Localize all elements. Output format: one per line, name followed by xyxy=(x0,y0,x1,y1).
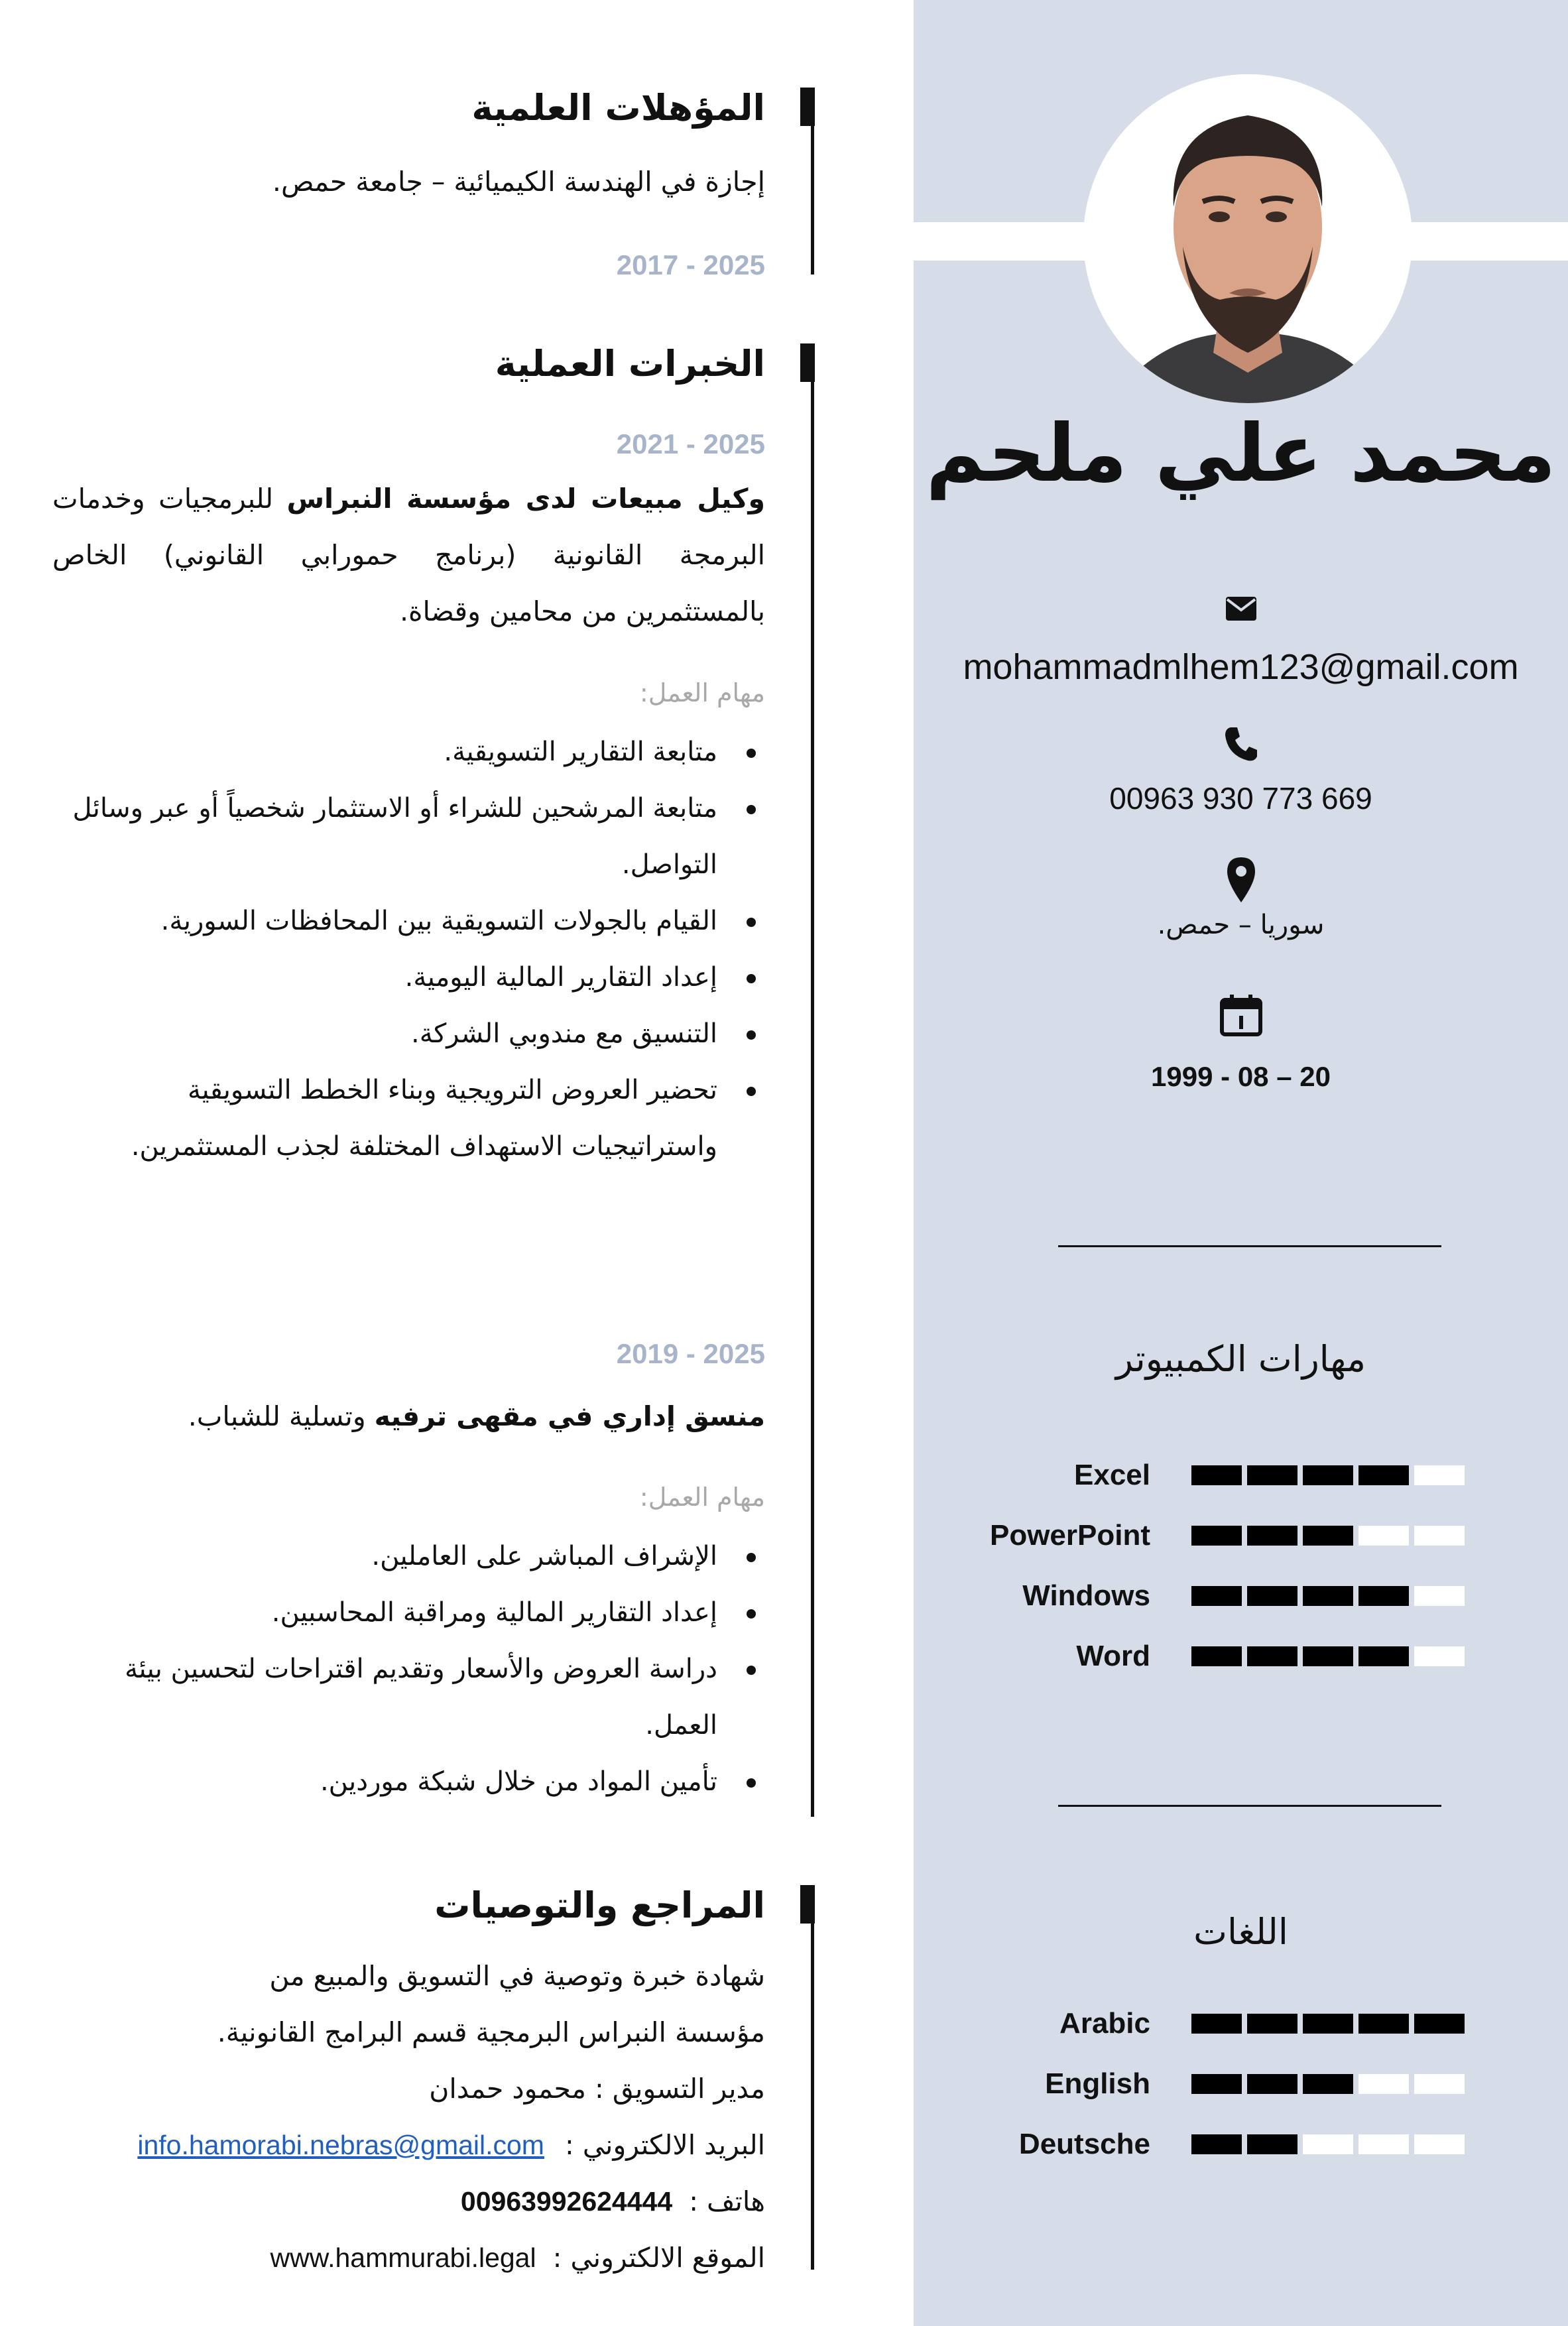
level-segment-filled xyxy=(1191,1586,1242,1606)
list-item: إعداد التقارير المالية اليومية. xyxy=(16,949,765,1006)
language-label: Deutsche xyxy=(1018,2128,1150,2160)
reference-phone: 00963992624444 xyxy=(460,2186,673,2217)
job-description xyxy=(52,471,765,640)
tasks-label: مهام العمل: xyxy=(639,1483,765,1512)
skill-label: Word xyxy=(1076,1640,1150,1672)
profile-photo-image xyxy=(1083,74,1412,403)
reference-phone-row xyxy=(461,2173,765,2230)
birthdate-text: 20 – 08 - 1999 xyxy=(1151,1061,1331,1092)
level-segment-filled xyxy=(1358,2014,1409,2034)
education-degree: إجازة في الهندسة الكيميائية – جامعة حمص. xyxy=(272,166,765,198)
level-segment-empty xyxy=(1414,1586,1465,1606)
reference-text: شهادة خبرة وتوصية في التسويق والمبيع من xyxy=(269,1960,765,1992)
level-segment-filled xyxy=(1303,1526,1353,1546)
list-item: التنسيق مع مندوبي الشركة. xyxy=(16,1006,765,1062)
reference-site-row xyxy=(271,2230,765,2286)
section-marker xyxy=(800,1885,815,1924)
level-segment-filled xyxy=(1247,2074,1297,2094)
location-pin-icon xyxy=(914,856,1568,906)
calendar-icon xyxy=(914,993,1568,1040)
job-role: وكيل مبيعات لدى مؤسسة النبراس xyxy=(286,483,765,515)
skill-label: Excel xyxy=(1074,1459,1150,1491)
languages-title: اللغات xyxy=(1193,1911,1288,1953)
skill-row xyxy=(914,1455,1568,1495)
level-segment-filled xyxy=(1358,1586,1409,1606)
skill-row xyxy=(914,1516,1568,1556)
list-item: دراسة العروض والأسعار وتقديم اقتراحات لتحسين بيئة العمل. xyxy=(16,1641,765,1754)
level-segment-filled xyxy=(1358,1465,1409,1485)
language-label: Arabic xyxy=(1059,2007,1150,2040)
list-item: تأمين المواد من خلال شبكة موردين. xyxy=(16,1754,765,1810)
list-item: متابعة التقارير التسويقية. xyxy=(16,724,765,780)
reference-site-label: الموقع الالكتروني : xyxy=(552,2242,765,2274)
person-name: محمد علي ملحم xyxy=(926,408,1556,500)
level-segment-filled xyxy=(1303,2074,1353,2094)
reference-site[interactable]: www.hammurabi.legal xyxy=(270,2242,536,2273)
computer-skills-title: مهارات الكمبيوتر xyxy=(1115,1338,1366,1380)
sidebar-divider-2 xyxy=(1058,1805,1441,1807)
level-segment-filled xyxy=(1303,1465,1353,1485)
section-line xyxy=(811,343,814,1817)
level-segment-empty xyxy=(1303,2134,1353,2154)
list-item: إعداد التقارير المالية ومراقبة المحاسبين. xyxy=(16,1585,765,1641)
level-segment-filled xyxy=(1247,2134,1297,2154)
job-role-detail: للبرمجيات وخدمات البرمجة القانونية (برنامج حمورابي القانوني) الخاص بالمستثمرين من محامين وقضاة. xyxy=(52,483,765,627)
skill-row xyxy=(914,1576,1568,1616)
job-role: منسق إداري في مقهى ترفيه xyxy=(374,1400,765,1432)
level-segment-filled xyxy=(1191,2074,1242,2094)
level-segment-filled xyxy=(1247,2014,1297,2034)
experience-title: الخبرات العملية xyxy=(495,343,765,385)
section-marker xyxy=(800,343,815,382)
reference-phone-label: هاتف : xyxy=(689,2185,765,2217)
level-segment-empty xyxy=(1414,1526,1465,1546)
level-segment-empty xyxy=(1414,2074,1465,2094)
location-text: سوريا – حمص. xyxy=(1157,910,1325,940)
level-segment-filled xyxy=(1303,1586,1353,1606)
level-segment-filled xyxy=(1191,1526,1242,1546)
reference-manager: مدير التسويق : محمود حمدان xyxy=(429,2073,765,2105)
level-segment-empty xyxy=(1358,2074,1409,2094)
email-text[interactable]: mohammadmlhem123@gmail.com xyxy=(963,647,1519,687)
job-dates: 2019 - 2025 xyxy=(616,1338,765,1369)
level-segment-empty xyxy=(1414,1465,1465,1485)
level-segment-empty xyxy=(1358,1526,1409,1546)
language-row xyxy=(914,2064,1568,2104)
list-item: الإشراف المباشر على العاملين. xyxy=(16,1528,765,1585)
job-dates: 2021 - 2025 xyxy=(616,428,765,459)
skill-label: PowerPoint xyxy=(989,1519,1150,1552)
level-segment-filled xyxy=(1191,2014,1242,2034)
level-segment-empty xyxy=(1414,2134,1465,2154)
reference-email-label: البريد الالكتروني : xyxy=(565,2129,765,2161)
language-row xyxy=(914,2004,1568,2044)
sidebar-divider-1 xyxy=(1058,1245,1441,1247)
level-segment-empty xyxy=(1414,1646,1465,1666)
references-title: المراجع والتوصيات xyxy=(434,1884,765,1926)
level-segment-filled xyxy=(1358,1646,1409,1666)
phone-text: 00963 930 773 669 xyxy=(1109,781,1372,816)
reference-email-row xyxy=(137,2117,765,2173)
phone-icon xyxy=(914,726,1568,766)
level-segment-filled xyxy=(1303,2014,1353,2034)
language-row xyxy=(914,2124,1568,2164)
tasks-label: مهام العمل: xyxy=(639,678,765,707)
level-segment-filled xyxy=(1303,1646,1353,1666)
level-segment-filled xyxy=(1247,1526,1297,1546)
job-role-detail: وتسلية للشباب. xyxy=(188,1400,375,1432)
profile-photo xyxy=(1083,74,1412,403)
reference-email-link[interactable]: info.hamorabi.nebras@gmail.com xyxy=(137,2130,544,2160)
job-description xyxy=(52,1388,765,1445)
reference-text: مؤسسة النبراس البرمجية قسم البرامج القانونية. xyxy=(217,2016,765,2048)
section-marker xyxy=(800,88,815,126)
level-segment-filled xyxy=(1247,1646,1297,1666)
level-segment-filled xyxy=(1247,1465,1297,1485)
list-item: تحضير العروض الترويجية وبناء الخطط التسويقية واستراتيجيات الاستهداف المختلفة لجذب المستثمرين. xyxy=(16,1062,765,1175)
level-segment-filled xyxy=(1247,1586,1297,1606)
job-task-list xyxy=(16,724,765,1175)
section-line xyxy=(811,1885,814,2270)
skill-label: Windows xyxy=(1022,1579,1150,1612)
level-segment-filled xyxy=(1191,1646,1242,1666)
education-title: المؤهلات العلمية xyxy=(471,87,765,129)
level-segment-filled xyxy=(1191,2134,1242,2154)
list-item: متابعة المرشحين للشراء أو الاستثمار شخصياً أو عبر وسائل التواصل. xyxy=(16,780,765,893)
level-segment-empty xyxy=(1358,2134,1409,2154)
skill-row xyxy=(914,1636,1568,1676)
sidebar xyxy=(914,0,1568,2326)
level-segment-filled xyxy=(1414,2014,1465,2034)
education-dates: 2017 - 2025 xyxy=(616,249,765,280)
job-task-list xyxy=(16,1528,765,1810)
language-label: English xyxy=(1045,2067,1150,2100)
list-item: القيام بالجولات التسويقية بين المحافظات السورية. xyxy=(16,893,765,949)
envelope-icon xyxy=(914,595,1568,625)
level-segment-filled xyxy=(1191,1465,1242,1485)
